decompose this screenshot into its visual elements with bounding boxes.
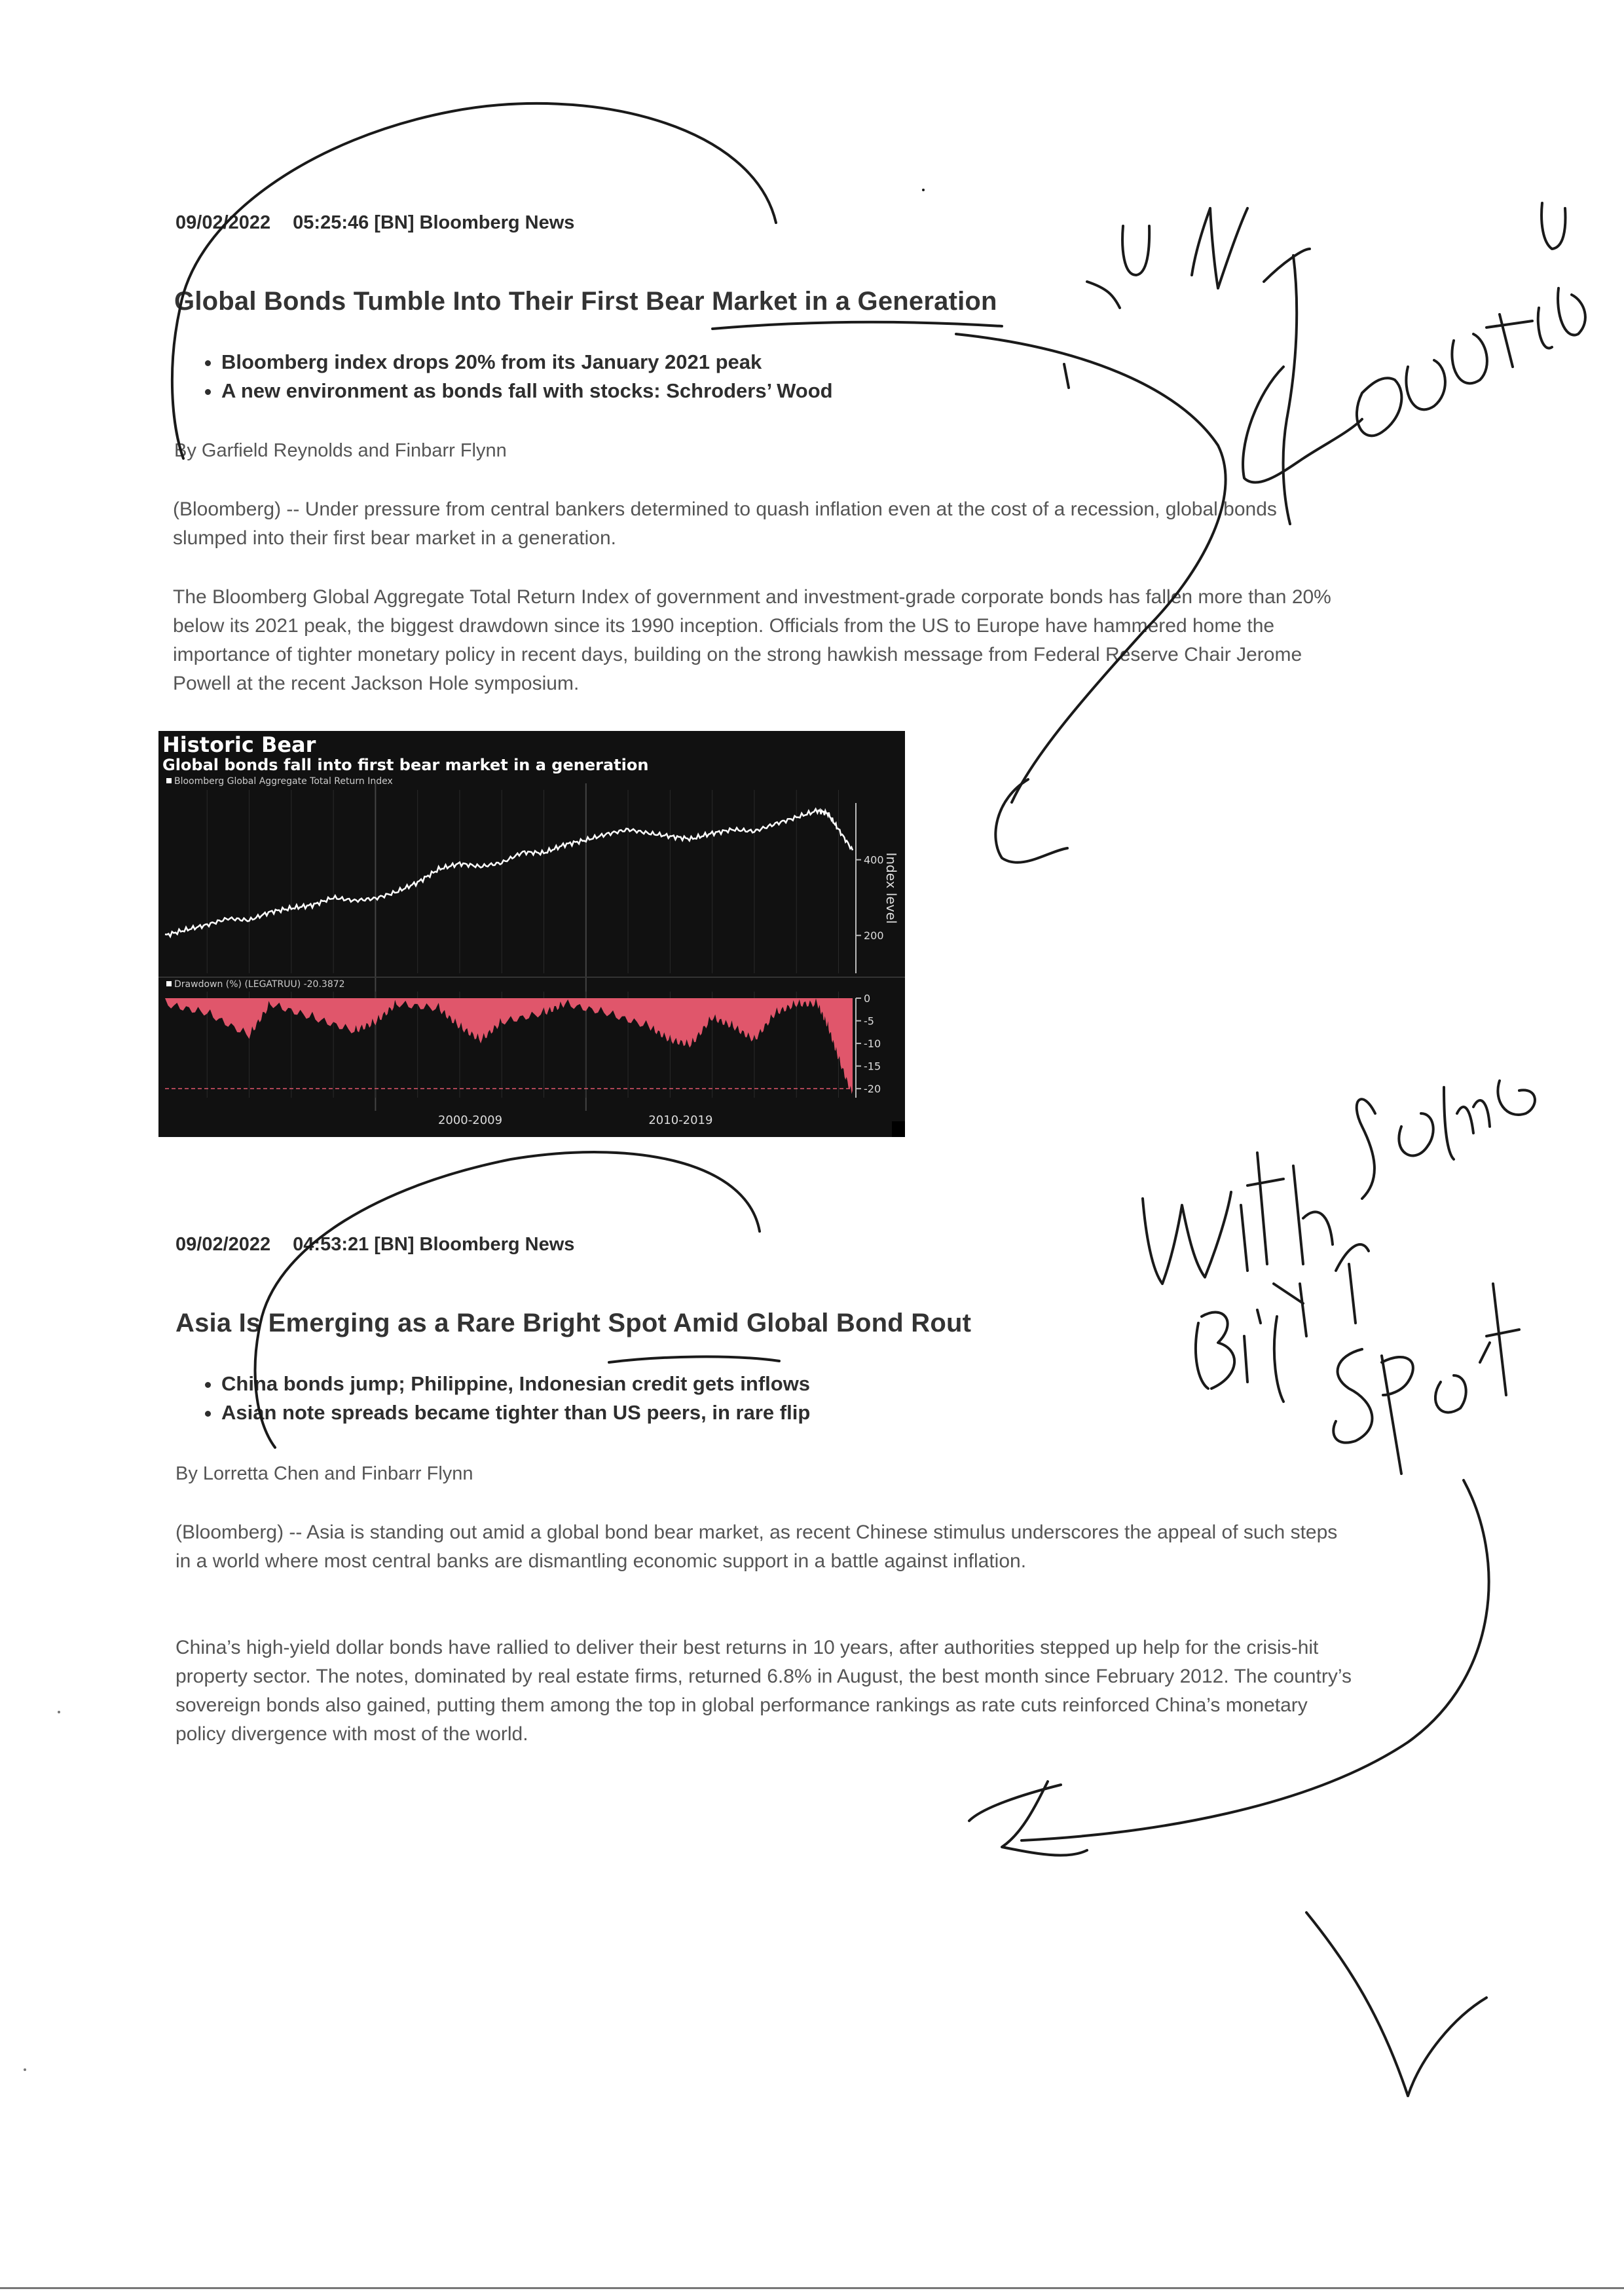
article1-time-source: 05:25:46 [BN] Bloomberg News <box>293 212 575 233</box>
bottom-y-tick-label: -5 <box>864 1015 874 1028</box>
ink-speck <box>24 2068 26 2071</box>
ink-underline-generation <box>712 322 1002 329</box>
x-axis-label: 2000-2009 <box>437 1113 503 1127</box>
bottom-y-tick-label: -10 <box>864 1037 881 1051</box>
bottom-y-tick-label: -20 <box>864 1083 881 1096</box>
chart-corner-mark <box>892 1121 905 1137</box>
handwriting-with-same-bright-spot <box>1143 1081 1535 1474</box>
article1-byline: By Garfield Reynolds and Finbarr Flynn <box>174 440 507 461</box>
article1-date: 09/02/2022 <box>175 212 271 233</box>
ink-arrow-curve-1 <box>956 334 1226 802</box>
historic-bear-chart <box>158 731 905 1137</box>
bottom-y-tick-label: 0 <box>864 992 871 1005</box>
bottom-y-tick-label: -15 <box>864 1060 881 1073</box>
ink-arrowhead-1 <box>995 779 1067 863</box>
chart-title: Historic Bear <box>162 732 316 757</box>
ink-speck <box>58 1711 60 1713</box>
ink-tick-mark <box>1064 364 1069 388</box>
article1-meta <box>175 212 574 234</box>
top-y-tick-label: 400 <box>864 853 884 867</box>
top-y-tick-label: 200 <box>864 929 884 942</box>
article2-paragraph: (Bloomberg) -- Asia is standing out amid a global bond bear market, as recent Chinese stimulus underscores the appeal of such steps in a world where most central banks are dismantling economic support in a battle against inflation. <box>175 1521 1338 1572</box>
article2-meta <box>175 1234 574 1256</box>
chart-svg <box>158 731 905 1137</box>
handwriting-my-generation <box>1087 203 1585 524</box>
bottom-legend-label: Drawdown (%) (LEGATRUU) -20.3872 <box>174 979 345 990</box>
article2-date: 09/02/2022 <box>175 1234 271 1255</box>
top-y-axis-label: Index level <box>883 852 899 924</box>
article2-bullet: • China bonds jump; Philippine, Indonesian credit gets inflows <box>221 1373 810 1395</box>
article2-headline: Asia Is Emerging as a Rare Bright Spot Amid Global Bond Rout <box>175 1309 972 1337</box>
article1-paragraph: The Bloomberg Global Aggregate Total Return Index of government and investment-grade corporate bonds has fallen more than 20% below its 2021 peak, the biggest drawdown since its 1990 inception. Officials from the US to Europe have hammered home the importance of tighter monetary policy in recent days, building on the strong hawkish message from Federal Reserve Chair Jerome Powell at the recent Jackson Hole symposium. <box>173 586 1331 694</box>
article1-bullet: • Bloomberg index drops 20% from its January 2021 peak <box>221 351 833 373</box>
ink-speck <box>922 189 925 191</box>
page-bottom-rule <box>0 2287 1624 2289</box>
chart-background <box>158 731 905 1137</box>
ink-underline-bright-spot <box>609 1356 779 1362</box>
article1-paragraph: (Bloomberg) -- Under pressure from central bankers determined to quash inflation even at the cost of a recession, global bonds slumped into their first bear market in a generation. <box>173 498 1277 549</box>
top-legend-label: Bloomberg Global Aggregate Total Return Index <box>174 776 393 787</box>
ink-arrowhead-2 <box>969 1782 1087 1856</box>
x-axis-label: 2010-2019 <box>648 1113 713 1127</box>
article2-bullet: • Asian note spreads became tighter than US peers, in rare flip <box>221 1402 810 1424</box>
article1-bullets <box>175 351 833 409</box>
ink-down-arrow <box>1306 1912 1486 2096</box>
top-legend-swatch <box>166 778 172 783</box>
article2-time-source: 04:53:21 [BN] Bloomberg News <box>293 1234 575 1255</box>
bottom-legend-swatch <box>166 981 172 986</box>
chart-subtitle: Global bonds fall into first bear market in a generation <box>162 756 649 774</box>
article2-bullets <box>175 1373 810 1430</box>
article1-headline: Global Bonds Tumble Into Their First Bear Market in a Generation <box>174 287 997 316</box>
article1-bullet: • A new environment as bonds fall with stocks: Schroders’ Wood <box>221 380 833 402</box>
article2-byline: By Lorretta Chen and Finbarr Flynn <box>175 1463 473 1484</box>
article2-paragraph: China’s high-yield dollar bonds have rallied to deliver their best returns in 10 years, after authorities stepped up help for the crisis-hit property sector. The notes, dominated by real estate firms, returned 6.8% in August, the best month since February 2012. The country’s sovereign bonds also gained, putting them among the top in global performance rankings as rate cuts reinforced China’s monetary policy divergence with most of the world. <box>175 1637 1352 1745</box>
